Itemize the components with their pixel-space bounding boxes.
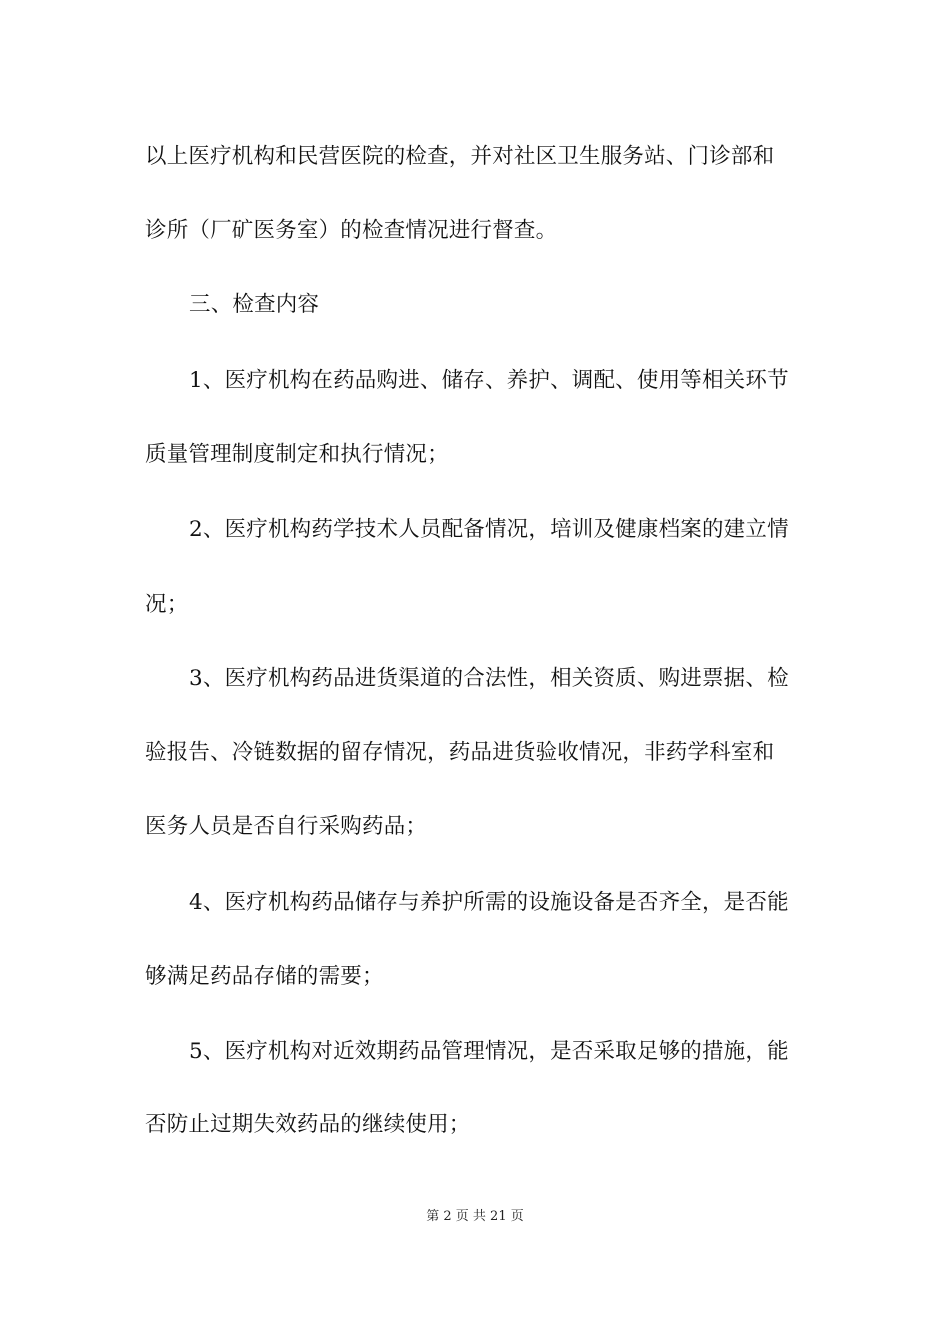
page-number: 第 2 页 共 21 页	[426, 1209, 524, 1224]
paragraph-line: 2、医疗机构药学技术人员配备情况，培训及健康档案的建立情	[189, 517, 789, 542]
paragraph-line: 5、医疗机构对近效期药品管理情况，是否采取足够的措施，能	[189, 1039, 789, 1064]
paragraph-line: 验报告、冷链数据的留存情况，药品进货验收情况，非药学科室和	[145, 740, 775, 765]
paragraph-line: 够满足药品存储的需要；	[145, 964, 384, 989]
page-footer	[0, 1208, 950, 1226]
paragraph-line: 以上医疗机构和民营医院的检查，并对社区卫生服务站、门诊部和	[145, 144, 775, 169]
section-heading: 三、检查内容	[189, 292, 320, 317]
paragraph-line: 1、医疗机构在药品购进、储存、养护、调配、使用等相关环节	[189, 368, 789, 393]
paragraph-line: 诊所（厂矿医务室）的检查情况进行督查。	[145, 218, 558, 243]
paragraph-line: 4、医疗机构药品储存与养护所需的设施设备是否齐全，是否能	[189, 890, 789, 915]
paragraph-line: 况；	[145, 592, 189, 617]
paragraph-line: 否防止过期失效药品的继续使用；	[145, 1112, 471, 1137]
paragraph-line: 质量管理制度制定和执行情况；	[145, 442, 449, 467]
paragraph-line: 医务人员是否自行采购药品；	[145, 814, 428, 839]
paragraph-line: 3、医疗机构药品进货渠道的合法性，相关资质、购进票据、检	[189, 666, 789, 691]
